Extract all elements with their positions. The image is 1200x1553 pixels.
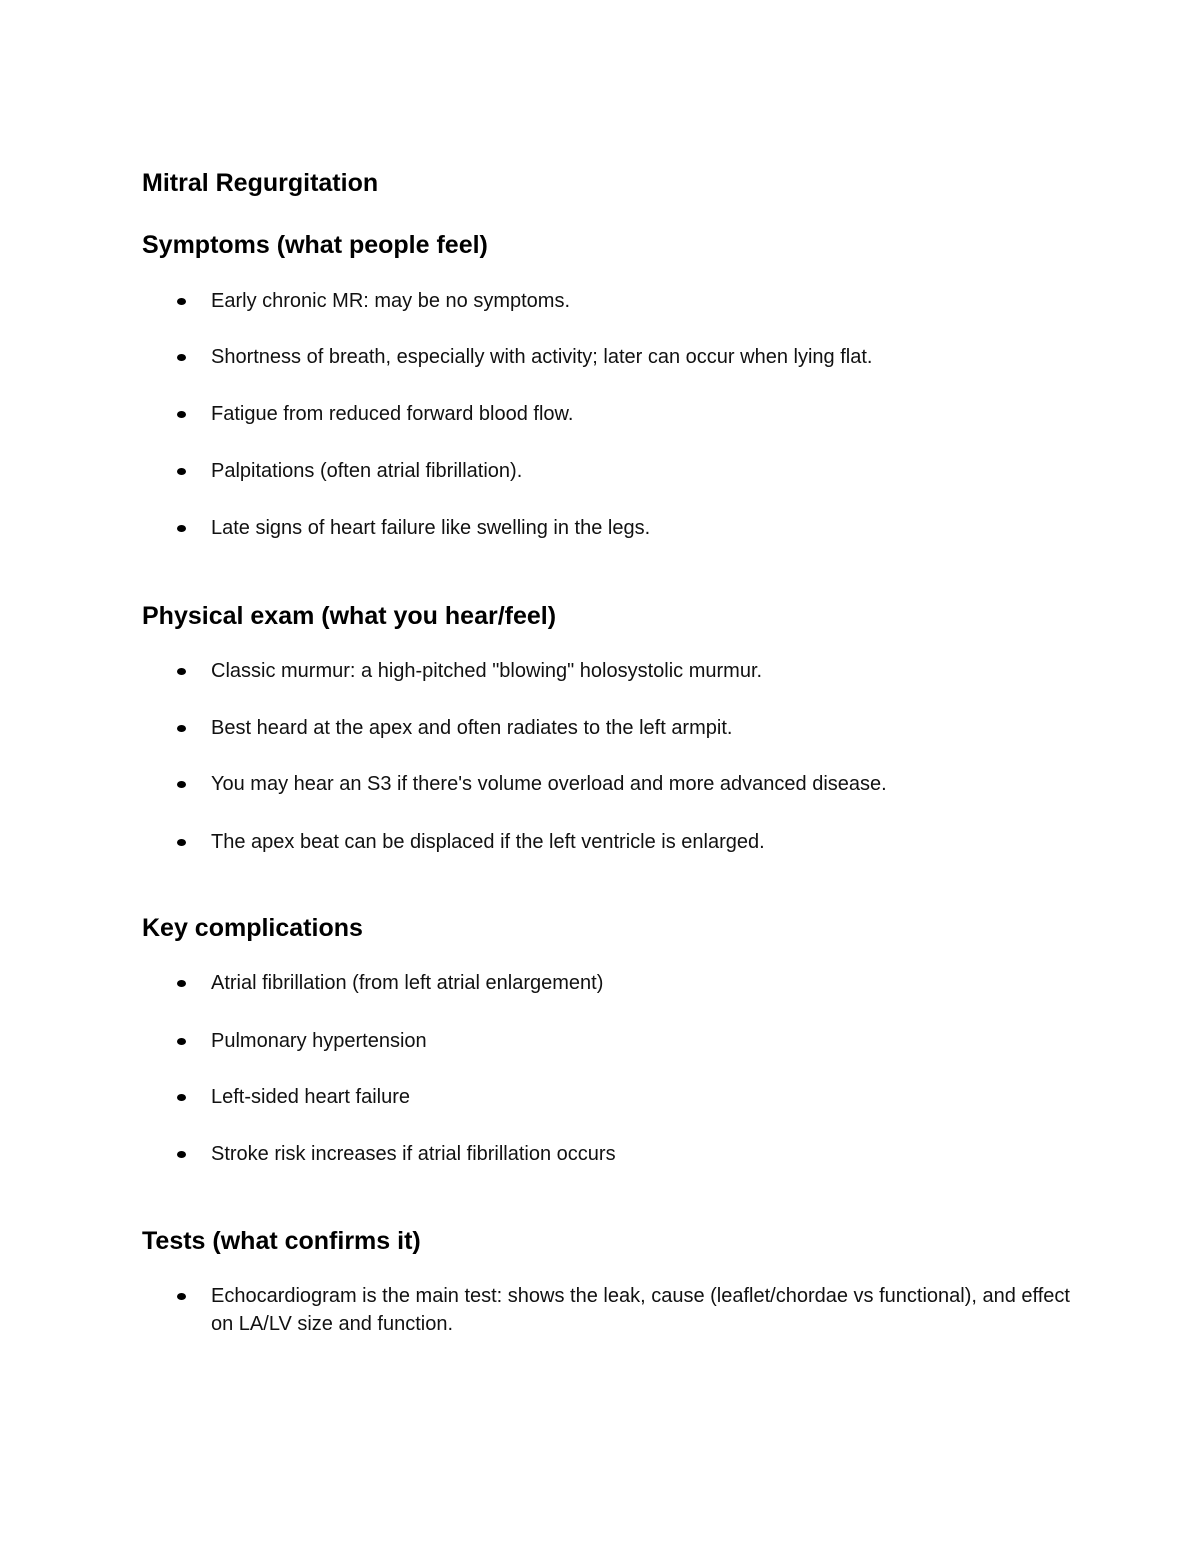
list-item	[0, 657, 1200, 687]
list-item-text: Late signs of heart failure like swelling in the legs.	[211, 517, 651, 539]
bullet-icon	[177, 839, 186, 846]
bullet-icon	[177, 668, 186, 675]
section-heading-physical-exam: Physical exam (what you hear/feel)	[142, 602, 557, 630]
section-heading-symptoms: Symptoms (what people feel)	[142, 231, 488, 259]
list-item	[0, 287, 1200, 317]
list-item-text: You may hear an S3 if there's volume overload and more advanced disease.	[211, 773, 887, 795]
list-item	[0, 1140, 1200, 1170]
list-item-text: The apex beat can be displaced if the left ventricle is enlarged.	[211, 831, 765, 853]
bullet-icon	[177, 411, 186, 418]
list-item-text: Shortness of breath, especially with activity; later can occur when lying flat.	[211, 346, 873, 368]
list-item	[0, 1282, 1200, 1342]
list-item	[0, 1027, 1200, 1057]
list-item	[0, 514, 1200, 544]
list-item-text: Stroke risk increases if atrial fibrillation occurs	[211, 1143, 616, 1165]
list-item	[0, 714, 1200, 744]
bullet-icon	[177, 980, 186, 987]
list-item-text: Echocardiogram is the main test: shows the leak, cause (leaflet/chordae vs functional), and effect on LA/LV size and function.	[211, 1285, 1070, 1335]
bullet-icon	[177, 468, 186, 475]
bullet-icon	[177, 1293, 186, 1300]
list-item-text: Palpitations (often atrial fibrillation).	[211, 460, 523, 482]
document-title: Mitral Regurgitation	[142, 169, 379, 197]
list-item-text: Fatigue from reduced forward blood flow.	[211, 403, 574, 425]
list-item-text: Early chronic MR: may be no symptoms.	[211, 290, 570, 312]
bullet-icon	[177, 781, 186, 788]
list-item-text: Best heard at the apex and often radiates to the left armpit.	[211, 717, 733, 739]
list-item-text: Classic murmur: a high-pitched "blowing" holosystolic murmur.	[211, 660, 763, 682]
list-item-text: Pulmonary hypertension	[211, 1030, 427, 1052]
list-item-text: Left-sided heart failure	[211, 1086, 411, 1108]
list-item	[0, 969, 1200, 999]
list-item	[0, 770, 1200, 800]
list-item	[0, 1083, 1200, 1113]
bullet-icon	[177, 1151, 186, 1158]
section-heading-tests: Tests (what confirms it)	[142, 1227, 421, 1255]
list-item	[0, 457, 1200, 487]
bullet-icon	[177, 725, 186, 732]
bullet-icon	[177, 298, 186, 305]
bullet-icon	[177, 1094, 186, 1101]
bullet-icon	[177, 1038, 186, 1045]
bullet-icon	[177, 525, 186, 532]
bullet-icon	[177, 354, 186, 361]
list-item	[0, 400, 1200, 430]
list-item	[0, 828, 1200, 858]
list-item-text: Atrial fibrillation (from left atrial enlargement)	[211, 972, 604, 994]
section-heading-key-complications: Key complications	[142, 914, 363, 942]
list-item	[0, 343, 1200, 373]
